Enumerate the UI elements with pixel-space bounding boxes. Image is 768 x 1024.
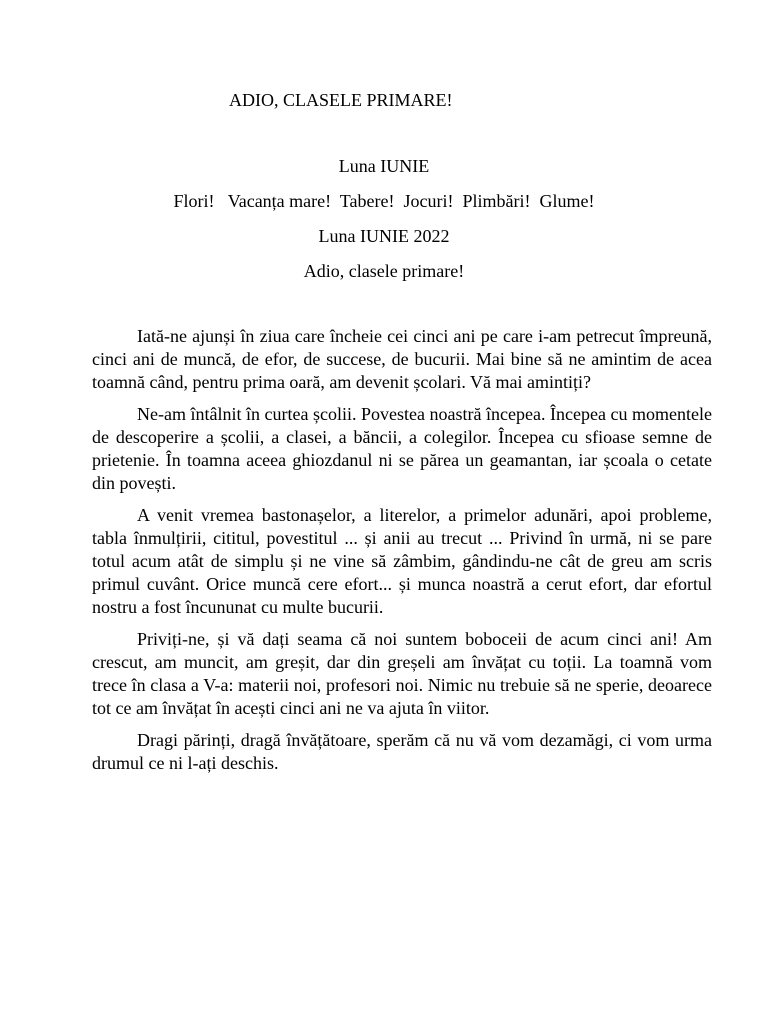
month-line: Luna IUNIE: [338, 156, 430, 176]
paragraph-2: Ne-am întâlnit în curtea școlii. Povestea noastră începea. Începea cu momentele de descoperire a școlii, a clasei, a băncii, a colegilor. Începea cu sfioase semne de prietenie. În toamna aceea ghiozdanul ni se părea un geamantan, iar școala o cetate din povești.: [92, 404, 712, 493]
paragraph-5: Dragi părinți, dragă învățătoare, sperăm că nu vă vom dezamăgi, ci vom urma drumul ce ni l-ați deschis.: [92, 730, 712, 773]
paragraph-3: A venit vremea bastonașelor, a literelor, a primelor adunări, apoi probleme, tabla înmulțirii, cititul, povestitul ... și anii au trecut ... Privind în urmă, ni se pare totul acum atât de simplu și ne vine să zâmbim, gândindu-ne cât de greu am scris primul cuvânt. Orice muncă cere efort... și munca noastră a cerut efort, dar efortul nostru a fost încununat cu multe bucurii.: [92, 505, 712, 617]
exclamations-line: Flori! Vacanța mare! Tabere! Jocuri! Plimbări! Glume!: [173, 191, 595, 211]
farewell-line: Adio, clasele primare!: [303, 261, 465, 281]
paragraph-4: Priviți-ne, și vă dați seama că noi suntem bobocеii de acum cinci ani! Am crescut, am muncit, am greșit, dar din greșeli am învățat cu toții. La toamnă vom trece în clasa a V-a: materii noi, profesori noi. Nimic nu trebuie să ne sperie, deoarece tot ce am învățat în acești cinci ani ne va ajuta în viitor.: [92, 629, 712, 718]
paragraph-1: Iată-ne ajunși în ziua care încheie cei cinci ani pe care i-am petrecut împreună, cinci ani de muncă, de efor, de succese, de bucurii. Mai bine să ne amintim de acea toamnă când, pentru prima oară, am devenit școlari. Vă mai amintiți?: [92, 326, 712, 392]
month-year-line: Luna IUNIE 2022: [318, 226, 450, 246]
body-text: [92, 325, 712, 784]
document-title: ADIO, CLASELE PRIMARE!: [229, 90, 453, 110]
